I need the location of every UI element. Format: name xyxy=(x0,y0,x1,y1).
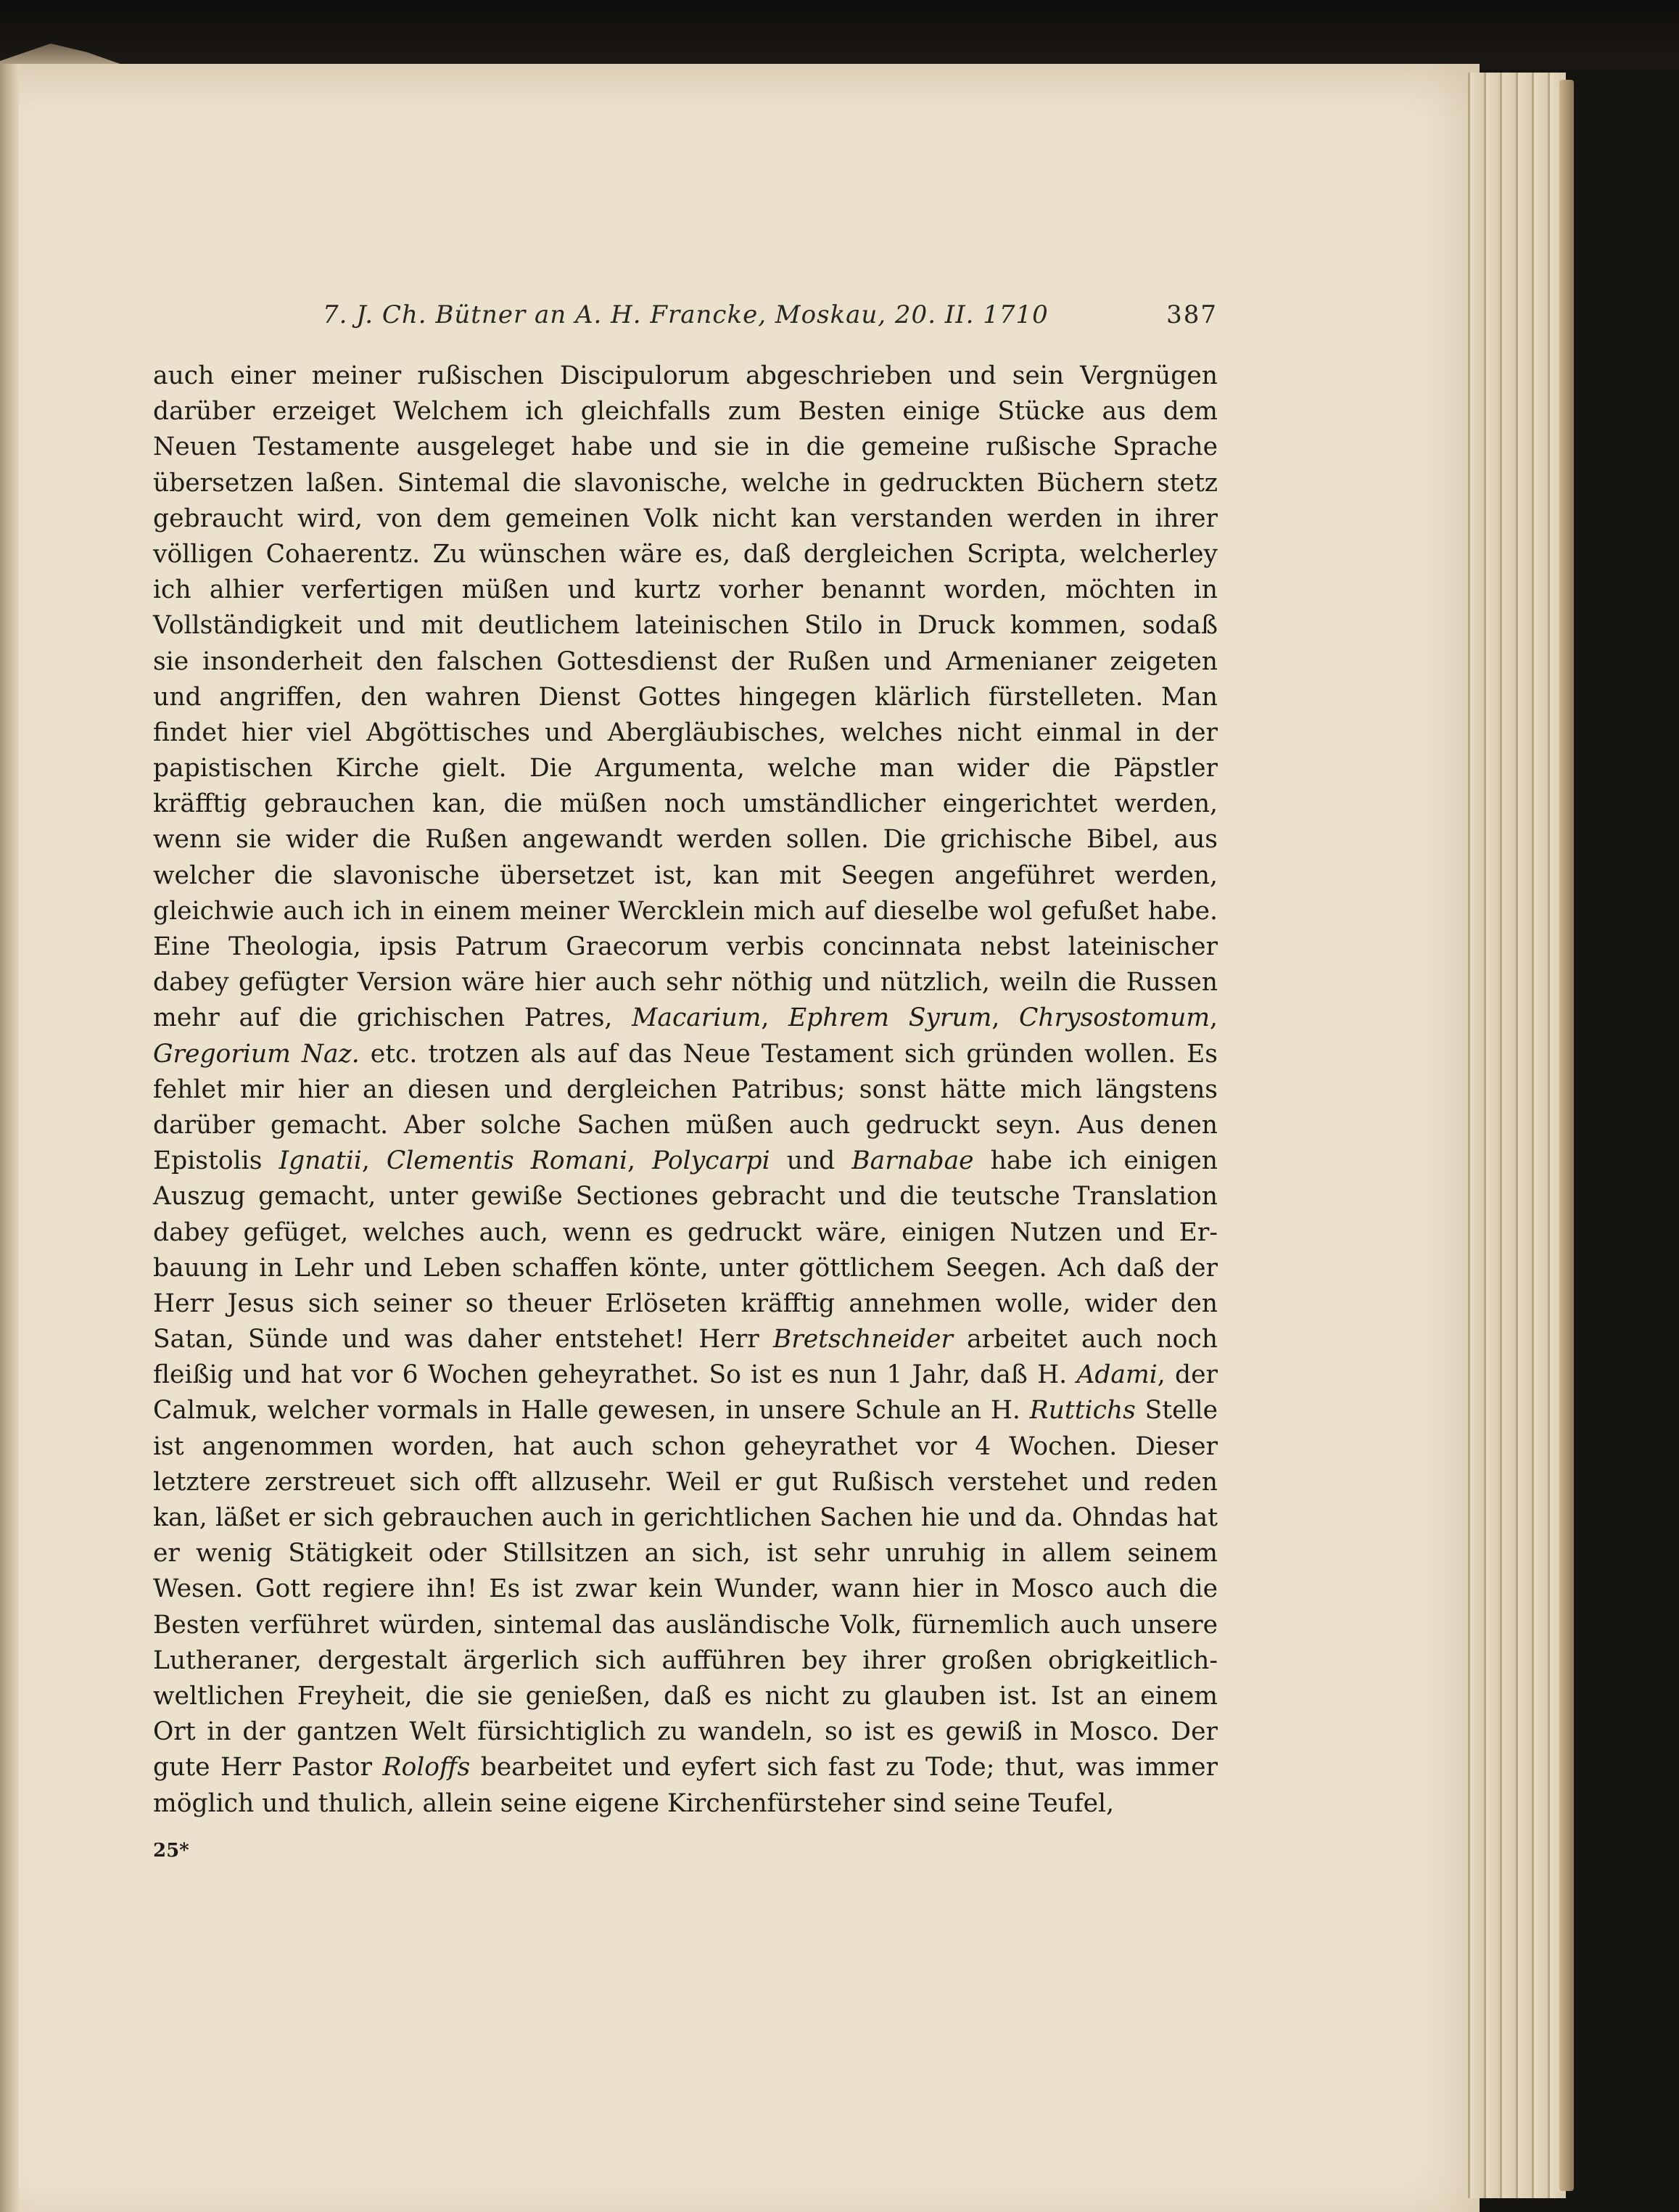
text-line: bauung in Lehr und Leben schaffen könte, unter göttlichem Seegen. Ach daß der xyxy=(153,1253,1218,1283)
text-line: weltlichen Freyheit, die sie genießen, daß es nicht zu glauben ist. Ist an einem xyxy=(153,1681,1218,1711)
text-line: Epistolis Ignatii, Clementis Romani, Polycarpi und Barnabae habe ich einigen xyxy=(153,1146,1218,1176)
signature-mark: 25* xyxy=(153,1840,189,1862)
body-text xyxy=(153,358,1218,1822)
text-line: Wesen. Gott regiere ihn! Es ist zwar kein Wunder, wann hier in Mosco auch die xyxy=(153,1574,1218,1604)
page-edges xyxy=(1468,73,1569,2198)
text-line: findet hier viel Abgöttisches und Abergläubisches, welches nicht einmal in der xyxy=(153,718,1218,747)
header-title: 7. J. Ch. Bütner an A. H. Francke, Moskau, 20. II. 1710 xyxy=(323,300,1049,329)
text-line: und angriffen, den wahren Dienst Gottes hingegen klärlich fürstelleten. Man xyxy=(153,682,1218,712)
text-line: auch einer meiner rußischen Discipulorum abgeschrieben und sein Vergnügen xyxy=(153,361,1218,390)
text-line: sie insonderheit den falschen Gottesdienst der Rußen und Armenianer zeigeten xyxy=(153,646,1218,676)
page-number: 387 xyxy=(1166,300,1218,329)
text-line: gute Herr Pastor Roloffs bearbeitet und eyfert sich fast zu Tode; thut, was immer xyxy=(153,1753,1218,1783)
text-line: gleichwie auch ich in einem meiner Wercklein mich auf dieselbe wol gefußet habe. xyxy=(153,896,1218,926)
text-line: kan, läßet er sich gebrauchen auch in gerichtlichen Sachen hie und da. Ohndas hat xyxy=(153,1503,1218,1532)
text-line: darüber erzeiget Welchem ich gleichfalls zum Besten einige Stücke aus dem xyxy=(153,397,1218,427)
running-header xyxy=(153,300,1218,332)
text-line: Ort in der gantzen Welt fürsichtiglich zu wandeln, so ist es gewiß in Mosco. Der xyxy=(153,1717,1218,1747)
text-line: er wenig Stätigkeit oder Stillsitzen an sich, ist sehr unruhig in allem seinem xyxy=(153,1539,1218,1568)
text-line: fehlet mir hier an diesen und dergleichen Patribus; sonst hätte mich längstens xyxy=(153,1074,1218,1104)
text-line: Satan, Sünde und was daher entstehet! Herr Bretschneider arbeitet auch noch xyxy=(153,1325,1218,1354)
text-line: kräfftig gebrauchen kan, die müßen noch umständlicher eingerichtet werden, xyxy=(153,789,1218,819)
text-line: Gregorium Naz. etc. trotzen als auf das Neue Testament sich gründen wollen. Es xyxy=(153,1039,1218,1069)
text-line: papistischen Kirche gielt. Die Argumenta, welche man wider die Päpstler xyxy=(153,754,1218,784)
text-line: ich alhier verfertigen müßen und kurtz vorher benannt worden, möchten in xyxy=(153,575,1218,605)
text-line: welcher die slavonische übersetzet ist, kan mit Seegen angeführet werden, xyxy=(153,860,1218,890)
text-line: Calmuk, welcher vormals in Halle gewesen, in unsere Schule an H. Ruttichs Stelle xyxy=(153,1396,1218,1426)
text-line: darüber gemacht. Aber solche Sachen müßen auch gedruckt seyn. Aus denen xyxy=(153,1110,1218,1140)
text-line: Besten verführet würden, sintemal das ausländische Volk, fürnemlich auch unsere xyxy=(153,1610,1218,1640)
text-line: Auszug gemacht, unter gewiße Sectiones gebracht und die teutsche Translation xyxy=(153,1182,1218,1212)
text-line: möglich und thulich, allein seine eigene Kirchenfürsteher sind seine Teufel, xyxy=(153,1788,1115,1818)
text-line: übersetzen laßen. Sintemal die slavonische, welche in gedruckten Büchern stetz xyxy=(153,468,1218,498)
text-line: Herr Jesus sich seiner so theuer Erlöseten kräfftig annehmen wolle, wider den xyxy=(153,1288,1218,1318)
page-gutter xyxy=(0,64,19,2212)
text-line: dabey gefügter Version wäre hier auch sehr nöthig und nützlich, weiln die Russen xyxy=(153,968,1218,998)
text-line: gebraucht wird, von dem gemeinen Volk nicht kan verstanden werden in ihrer xyxy=(153,503,1218,533)
top-shadow xyxy=(0,0,1679,70)
text-line: wenn sie wider die Rußen angewandt werden sollen. Die grichische Bibel, aus xyxy=(153,825,1218,855)
text-line: fleißig und hat vor 6 Wochen geheyrathet. So ist es nun 1 Jahr, daß H. Adami, der xyxy=(153,1360,1218,1390)
text-line: dabey gefüget, welches auch, wenn es gedruckt wäre, einigen Nutzen und Er- xyxy=(153,1217,1218,1247)
text-line: mehr auf die grichischen Patres, Macarium, Ephrem Syrum, Chrysostomum, xyxy=(153,1003,1218,1033)
text-line: letztere zerstreuet sich offt allzusehr. Weil er gut Rußisch verstehet und reden xyxy=(153,1467,1218,1497)
cover-edge xyxy=(1559,80,1574,2191)
text-line: Lutheraner, dergestalt ärgerlich sich aufführen bey ihrer großen obrigkeitlich- xyxy=(153,1645,1218,1675)
text-line: ist angenommen worden, hat auch schon geheyrathet vor 4 Wochen. Dieser xyxy=(153,1431,1218,1461)
text-line: Eine Theologia, ipsis Patrum Graecorum verbis concinnata nebst lateinischer xyxy=(153,932,1218,961)
text-line: Vollständigkeit und mit deutlichem lateinischen Stilo in Druck kommen, sodaß xyxy=(153,611,1218,641)
text-line: völligen Cohaerentz. Zu wünschen wäre es, daß dergleichen Scripta, welcherley xyxy=(153,539,1218,569)
text-line: Neuen Testamente ausgeleget habe und sie in die gemeine rußische Sprache xyxy=(153,432,1218,462)
